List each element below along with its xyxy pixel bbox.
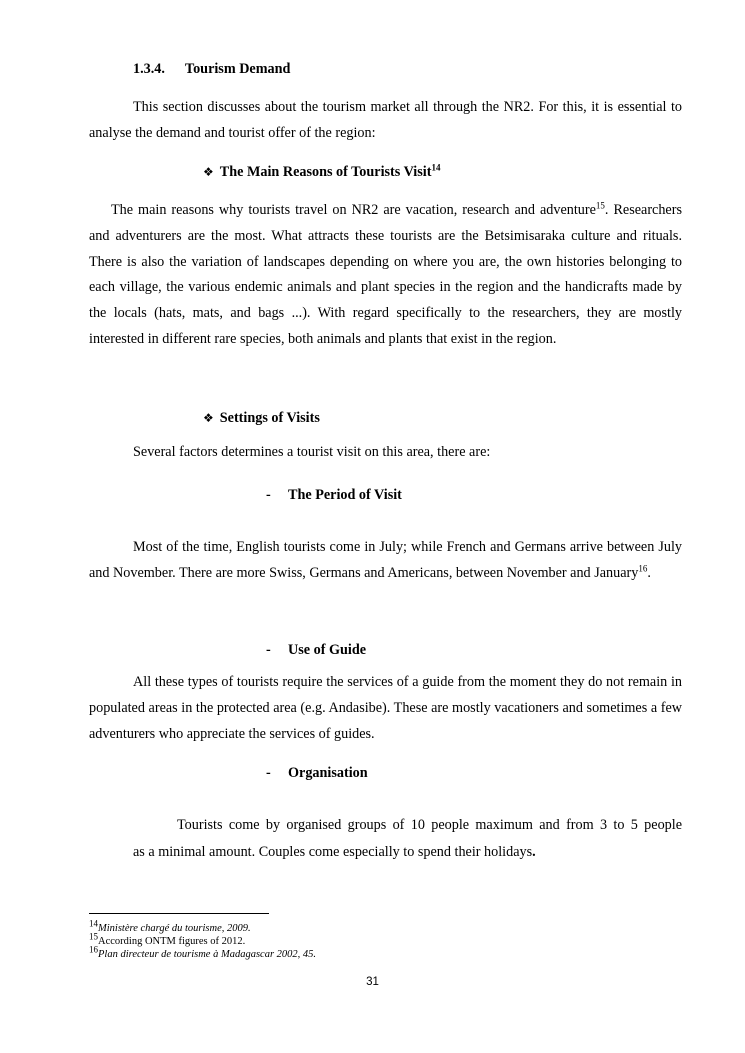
organisation-line-2-text: as a minimal amount. Couples come especially to spend their holidays	[133, 844, 533, 860]
reasons-text-b: . Researchers and adventurers are the most. What attracts these tourists are the Betsimisaraka culture and rituals. There is also the variation of landscapes depending on where you are, the own histories belonging to each village, the various endemic animals and plant species in the region and the handicrafts made by the locals (hats, mats, and bags ...). With regard specifically to the researchers, they are mostly interested in different rare species, both animals and plants that exist in the region.	[89, 202, 682, 347]
settings-intro: Several factors determines a tourist visit on this area, there are:	[133, 444, 491, 460]
footnote-text: Plan directeur de tourisme à Madagascar 2002, 45.	[98, 949, 317, 960]
reasons-heading-text: The Main Reasons of Tourists Visit	[219, 164, 432, 180]
dash-bullet: -	[266, 487, 271, 503]
organisation-heading-text: Organisation	[288, 765, 368, 781]
period-heading	[266, 487, 402, 504]
section-intro-text: This section discusses about the tourism market all through the NR2. For this, it is essential to analyse the demand and tourist offer of the region:	[89, 99, 682, 141]
footnote-number: 16	[89, 944, 98, 955]
footnote-16	[89, 944, 317, 961]
organisation-line-2-end: .	[532, 844, 536, 860]
period-heading-text: The Period of Visit	[288, 487, 402, 503]
reasons-text-a: The main reasons why tourists travel on NR2 are vacation, research and adventure	[111, 202, 596, 218]
page-number: 31	[366, 976, 379, 988]
period-paragraph	[89, 535, 682, 587]
section-title: Tourism Demand	[184, 61, 291, 77]
guide-heading-text: Use of Guide	[288, 642, 367, 658]
footnote-ref-15: 15	[595, 200, 605, 211]
footnote-separator	[89, 913, 269, 914]
footnote-15	[89, 931, 246, 948]
footnote-number: 15	[89, 931, 98, 942]
footnote-text: Ministère chargé du tourisme, 2009.	[98, 923, 251, 934]
section-number: 1.3.4.	[133, 61, 165, 77]
dash-bullet: -	[266, 765, 271, 781]
footnote-text: According ONTM figures of 2012.	[98, 936, 246, 947]
period-text-b: .	[647, 564, 651, 581]
dash-bullet: -	[266, 642, 271, 658]
settings-heading	[203, 410, 320, 427]
guide-text: All these types of tourists require the services of a guide from the moment they do not remain in populated areas in the protected area (e.g. Andasibe). These are mostly vacationers and sometimes a few adventurers who appreciate the services of guides.	[89, 674, 682, 742]
footnote-ref-14: 14	[431, 162, 441, 173]
footnote-ref-16: 16	[638, 563, 648, 574]
organisation-line-1: Tourists come by organised groups of 10 people maximum and from 3 to 5 people	[177, 817, 682, 833]
section-intro-paragraph	[89, 95, 682, 147]
organisation-heading	[266, 765, 368, 782]
guide-paragraph	[89, 670, 682, 747]
reasons-paragraph	[89, 198, 682, 353]
footnote-number: 14	[89, 918, 98, 929]
reasons-heading	[203, 164, 440, 181]
guide-heading	[266, 642, 366, 659]
footnote-14	[89, 918, 251, 935]
diamond-bullet-icon: ❖	[203, 411, 214, 425]
diamond-bullet-icon: ❖	[203, 165, 214, 179]
settings-heading-text: Settings of Visits	[219, 410, 320, 426]
period-text-a: Most of the time, English tourists come in July; while French and Germans arrive between July and November. There are more Swiss, Germans and Americans, between November and January	[89, 539, 682, 581]
organisation-line-2	[133, 844, 536, 861]
section-heading	[133, 61, 290, 78]
